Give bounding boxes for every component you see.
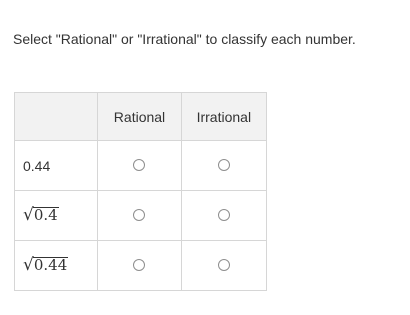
number-cell <box>15 241 98 291</box>
rational-option-cell <box>98 241 181 291</box>
table-row <box>15 191 267 241</box>
table-row <box>15 141 267 191</box>
number-cell <box>15 141 98 191</box>
rational-option-cell <box>98 191 181 241</box>
table-row <box>15 241 267 291</box>
rational-radio[interactable] <box>133 209 145 221</box>
irrational-option-cell <box>181 191 266 241</box>
radical-sign: √ <box>23 255 34 275</box>
corner-header <box>15 93 98 141</box>
square-root-expression <box>23 207 59 224</box>
rational-radio[interactable] <box>133 259 145 271</box>
irrational-option-cell <box>181 241 266 291</box>
irrational-option-cell <box>181 141 266 191</box>
irrational-radio[interactable] <box>218 259 230 271</box>
square-root-expression <box>23 257 68 274</box>
irrational-radio[interactable] <box>218 159 230 171</box>
irrational-radio[interactable] <box>218 209 230 221</box>
radical-sign: √ <box>23 205 34 225</box>
rational-radio[interactable] <box>133 159 145 171</box>
column-header-rational: Rational <box>98 93 181 141</box>
number-value: 0.44 <box>23 157 51 174</box>
classification-table <box>14 92 267 291</box>
radicand: 0.4 <box>33 206 58 225</box>
number-cell <box>15 191 98 241</box>
radicand: 0.44 <box>33 256 68 275</box>
question-prompt: Select "Rational" or "Irrational" to classify each number. <box>13 31 356 47</box>
header-row <box>15 93 267 141</box>
rational-option-cell <box>98 141 181 191</box>
column-header-irrational: Irrational <box>181 93 266 141</box>
